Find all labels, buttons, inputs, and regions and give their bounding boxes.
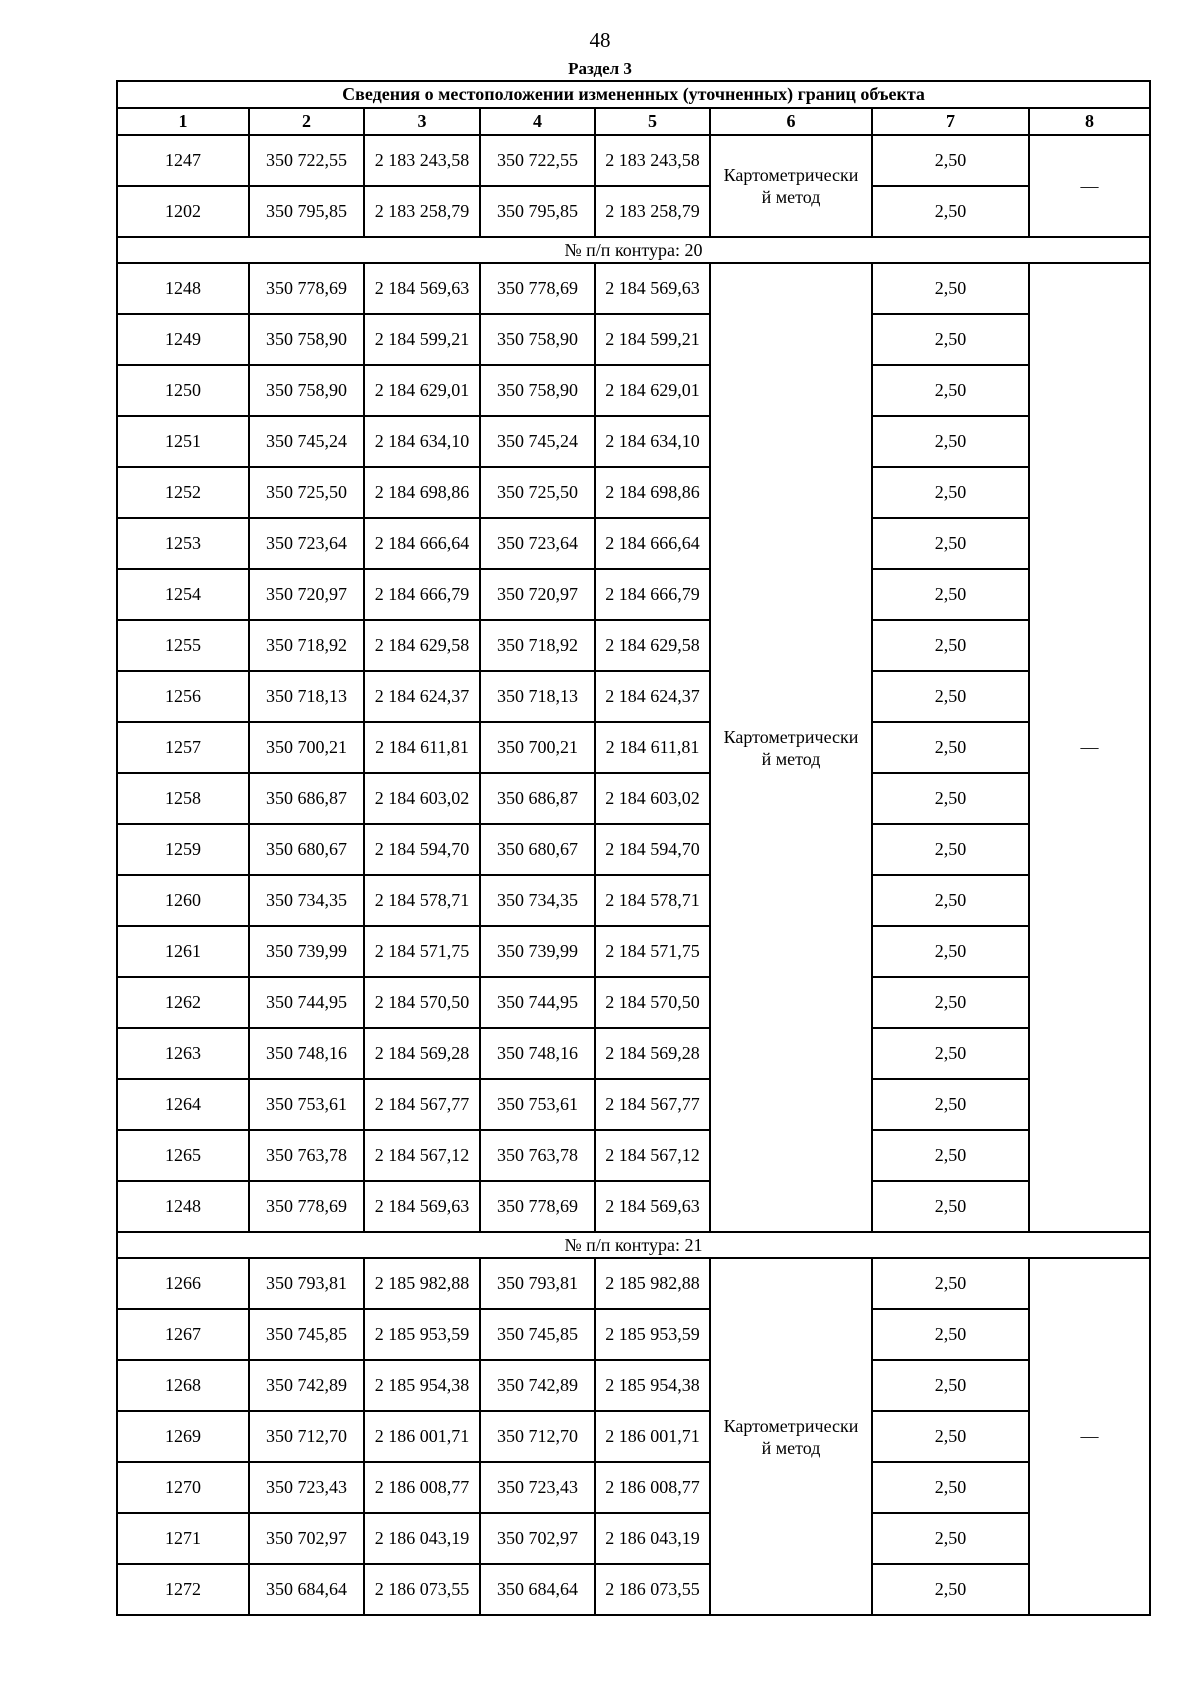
table-cell: 2 184 629,01 <box>595 365 710 416</box>
table-cell: 1268 <box>117 1360 249 1411</box>
table-cell: 1248 <box>117 1181 249 1232</box>
table-row <box>117 135 1150 186</box>
table-cell: 2 184 594,70 <box>364 824 480 875</box>
table-cell: 2,50 <box>872 1130 1029 1181</box>
table-cell: 2 186 073,55 <box>595 1564 710 1615</box>
table-cell: 1258 <box>117 773 249 824</box>
table-cell: 2,50 <box>872 1309 1029 1360</box>
table-cell: 350 778,69 <box>480 263 595 314</box>
table-cell: 2,50 <box>872 1028 1029 1079</box>
table-cell: 350 712,70 <box>480 1411 595 1462</box>
table-row <box>117 722 1150 773</box>
table-cell: 350 795,85 <box>480 186 595 237</box>
table-cell: 350 680,67 <box>480 824 595 875</box>
column-number: 7 <box>872 108 1029 135</box>
table-cell: 1265 <box>117 1130 249 1181</box>
method-text-line: Картометрически <box>723 726 859 747</box>
method-text-line: й метод <box>761 187 821 207</box>
table-cell: 2,50 <box>872 1360 1029 1411</box>
table-cell: 2 183 258,79 <box>595 186 710 237</box>
column-number: 5 <box>595 108 710 135</box>
table-cell: 350 739,99 <box>480 926 595 977</box>
table-row <box>117 1513 1150 1564</box>
table-cell: 2 185 954,38 <box>595 1360 710 1411</box>
table-cell: 2 184 629,01 <box>364 365 480 416</box>
table-cell: 2 184 698,86 <box>595 467 710 518</box>
table-cell: 2,50 <box>872 263 1029 314</box>
table-cell: 2 185 954,38 <box>364 1360 480 1411</box>
table-cell: 2 184 594,70 <box>595 824 710 875</box>
method-cell <box>710 1258 872 1615</box>
table-cell: 2,50 <box>872 1513 1029 1564</box>
table-cell: 1263 <box>117 1028 249 1079</box>
column-number: 2 <box>249 108 364 135</box>
table-cell: 2 184 578,71 <box>364 875 480 926</box>
method-cell <box>710 263 872 1232</box>
table-row <box>117 569 1150 620</box>
table-cell: 2 184 666,64 <box>364 518 480 569</box>
table-cell: 350 739,99 <box>249 926 364 977</box>
table-row <box>117 1079 1150 1130</box>
table-cell: 2,50 <box>872 671 1029 722</box>
table-cell: 2,50 <box>872 875 1029 926</box>
table-cell: 350 718,92 <box>249 620 364 671</box>
column-number: 1 <box>117 108 249 135</box>
table-cell: 1256 <box>117 671 249 722</box>
table-cell: 2,50 <box>872 1564 1029 1615</box>
table-cell: 350 725,50 <box>480 467 595 518</box>
table-cell: 2 185 953,59 <box>595 1309 710 1360</box>
table-cell: 2,50 <box>872 135 1029 186</box>
table-row <box>117 620 1150 671</box>
table-cell: 350 793,81 <box>480 1258 595 1309</box>
table-cell: 350 763,78 <box>480 1130 595 1181</box>
table-cell: 2 184 611,81 <box>364 722 480 773</box>
table-cell: 350 753,61 <box>249 1079 364 1130</box>
column-number: 4 <box>480 108 595 135</box>
table-row <box>117 263 1150 314</box>
table-cell: 2,50 <box>872 824 1029 875</box>
table-cell: 2,50 <box>872 416 1029 467</box>
column-number: 6 <box>710 108 872 135</box>
table-cell: 350 700,21 <box>249 722 364 773</box>
table-row <box>117 467 1150 518</box>
table-cell: 2,50 <box>872 1411 1029 1462</box>
method-cell <box>710 135 872 237</box>
table-cell: 1250 <box>117 365 249 416</box>
table-cell: 350 684,64 <box>249 1564 364 1615</box>
table-cell: 2,50 <box>872 722 1029 773</box>
table-cell: 350 702,97 <box>480 1513 595 1564</box>
table-cell: 2 184 567,77 <box>364 1079 480 1130</box>
table-cell: 350 745,24 <box>249 416 364 467</box>
table-cell: 350 686,87 <box>249 773 364 824</box>
table-cell: 2 184 611,81 <box>595 722 710 773</box>
table-cell: 2 183 243,58 <box>364 135 480 186</box>
section-heading: Раздел 3 <box>568 59 632 78</box>
table-row <box>117 977 1150 1028</box>
table-cell: 2 184 567,12 <box>364 1130 480 1181</box>
table-cell: 350 734,35 <box>480 875 595 926</box>
table-row <box>117 1411 1150 1462</box>
table-cell: 350 718,92 <box>480 620 595 671</box>
table-row <box>117 416 1150 467</box>
table-cell: 2 184 629,58 <box>595 620 710 671</box>
table-cell: 350 778,69 <box>249 263 364 314</box>
table-cell: 2 184 569,63 <box>595 1181 710 1232</box>
table-row <box>117 1564 1150 1615</box>
table-cell: 1267 <box>117 1309 249 1360</box>
table-cell: 350 745,85 <box>480 1309 595 1360</box>
contour-label: № п/п контура: 20 <box>117 237 1150 263</box>
table-cell: 1247 <box>117 135 249 186</box>
table-cell: 2 185 982,88 <box>364 1258 480 1309</box>
table-row <box>117 186 1150 237</box>
table-cell: 350 778,69 <box>480 1181 595 1232</box>
table-cell: 2,50 <box>872 773 1029 824</box>
page-number: 48 <box>589 28 611 52</box>
table-cell: 350 763,78 <box>249 1130 364 1181</box>
table-cell: 1264 <box>117 1079 249 1130</box>
table-cell: 2 184 603,02 <box>364 773 480 824</box>
table-cell: 2 184 569,28 <box>364 1028 480 1079</box>
table-cell: 2 184 578,71 <box>595 875 710 926</box>
table-cell: 350 720,97 <box>480 569 595 620</box>
table-cell: 350 758,90 <box>480 365 595 416</box>
table-cell: 2 184 624,37 <box>364 671 480 722</box>
contour-header-row <box>117 1232 1150 1258</box>
table-cell: 350 702,97 <box>249 1513 364 1564</box>
boundary-coordinates-table <box>116 80 1151 1616</box>
table-cell: 1253 <box>117 518 249 569</box>
table-cell: 350 686,87 <box>480 773 595 824</box>
table-row <box>117 314 1150 365</box>
table-cell: 2,50 <box>872 314 1029 365</box>
table-cell: 2,50 <box>872 1462 1029 1513</box>
table-cell: 350 680,67 <box>249 824 364 875</box>
table-cell: 350 725,50 <box>249 467 364 518</box>
table-cell: 350 744,95 <box>480 977 595 1028</box>
table-row <box>117 1462 1150 1513</box>
table-cell: 350 753,61 <box>480 1079 595 1130</box>
table-cell: 2 184 569,28 <box>595 1028 710 1079</box>
method-text-line: Картометрически <box>723 165 859 185</box>
table-cell: 1262 <box>117 977 249 1028</box>
method-text-line: й метод <box>761 1437 821 1458</box>
table-cell: 1269 <box>117 1411 249 1462</box>
table-cell: 1259 <box>117 824 249 875</box>
table-cell: 2 184 569,63 <box>364 263 480 314</box>
table-row <box>117 1258 1150 1309</box>
table-row <box>117 824 1150 875</box>
table-row <box>117 1028 1150 1079</box>
table-cell: 2,50 <box>872 186 1029 237</box>
table-cell: 2,50 <box>872 518 1029 569</box>
table-cell: 2,50 <box>872 977 1029 1028</box>
table-cell: 350 795,85 <box>249 186 364 237</box>
table-caption-row <box>117 81 1150 108</box>
table-cell: 2,50 <box>872 1181 1029 1232</box>
table-cell: 2 184 570,50 <box>364 977 480 1028</box>
contour-label: № п/п контура: 21 <box>117 1232 1150 1258</box>
col8-dash-cell: — <box>1029 263 1150 1232</box>
table-cell: 2 184 634,10 <box>364 416 480 467</box>
table-cell: 1260 <box>117 875 249 926</box>
table-cell: 2 184 570,50 <box>595 977 710 1028</box>
method-text-line: й метод <box>761 748 821 769</box>
table-cell: 350 758,90 <box>480 314 595 365</box>
table-cell: 2 184 634,10 <box>595 416 710 467</box>
table-cell: 350 718,13 <box>480 671 595 722</box>
table-cell: 1270 <box>117 1462 249 1513</box>
table-cell: 350 742,89 <box>480 1360 595 1411</box>
table-cell: 2,50 <box>872 926 1029 977</box>
table-cell: 350 723,43 <box>480 1462 595 1513</box>
table-cell: 350 722,55 <box>480 135 595 186</box>
table-row <box>117 518 1150 569</box>
table-cell: 2 184 567,77 <box>595 1079 710 1130</box>
table-row <box>117 926 1150 977</box>
table-cell: 2 184 569,63 <box>364 1181 480 1232</box>
table-cell: 350 793,81 <box>249 1258 364 1309</box>
table-cell: 1202 <box>117 186 249 237</box>
table-cell: 2 184 603,02 <box>595 773 710 824</box>
table-cell: 2 186 008,77 <box>364 1462 480 1513</box>
table-cell: 2 186 073,55 <box>364 1564 480 1615</box>
table-cell: 2 183 243,58 <box>595 135 710 186</box>
table-cell: 350 758,90 <box>249 365 364 416</box>
table-cell: 2 185 982,88 <box>595 1258 710 1309</box>
table-row <box>117 365 1150 416</box>
table-cell: 2 186 043,19 <box>364 1513 480 1564</box>
table-cell: 2 184 571,75 <box>595 926 710 977</box>
table-cell: 1257 <box>117 722 249 773</box>
table-cell: 1261 <box>117 926 249 977</box>
method-text-line: Картометрически <box>723 1415 859 1436</box>
table-cell: 350 718,13 <box>249 671 364 722</box>
table-cell: 350 723,64 <box>249 518 364 569</box>
table-cell: 2,50 <box>872 365 1029 416</box>
table-row <box>117 1360 1150 1411</box>
table-cell: 2 186 001,71 <box>364 1411 480 1462</box>
table-cell: 2 186 043,19 <box>595 1513 710 1564</box>
table-cell: 350 734,35 <box>249 875 364 926</box>
column-number: 8 <box>1029 108 1150 135</box>
table-cell: 350 745,85 <box>249 1309 364 1360</box>
table-cell: 350 748,16 <box>480 1028 595 1079</box>
table-row <box>117 671 1150 722</box>
table-cell: 350 723,64 <box>480 518 595 569</box>
table-cell: 2 184 599,21 <box>595 314 710 365</box>
table-row <box>117 1309 1150 1360</box>
table-cell: 2 184 571,75 <box>364 926 480 977</box>
col8-dash-cell: — <box>1029 135 1150 237</box>
table-cell: 2,50 <box>872 1258 1029 1309</box>
column-number: 3 <box>364 108 480 135</box>
table-cell: 350 712,70 <box>249 1411 364 1462</box>
table-cell: 1249 <box>117 314 249 365</box>
table-cell: 350 758,90 <box>249 314 364 365</box>
table-row <box>117 1130 1150 1181</box>
table-cell: 2 184 624,37 <box>595 671 710 722</box>
table-cell: 1251 <box>117 416 249 467</box>
table-cell: 2 186 008,77 <box>595 1462 710 1513</box>
table-cell: 2,50 <box>872 569 1029 620</box>
col8-dash-cell: — <box>1029 1258 1150 1615</box>
table-cell: 2 184 666,79 <box>364 569 480 620</box>
table-cell: 350 723,43 <box>249 1462 364 1513</box>
table-row <box>117 773 1150 824</box>
table-cell: 2 185 953,59 <box>364 1309 480 1360</box>
table-cell: 2 184 567,12 <box>595 1130 710 1181</box>
table-cell: 1254 <box>117 569 249 620</box>
table-cell: 2 186 001,71 <box>595 1411 710 1462</box>
table-title: Сведения о местоположении измененных (уточненных) границ объекта <box>117 81 1150 108</box>
table-cell: 350 722,55 <box>249 135 364 186</box>
table-cell: 1255 <box>117 620 249 671</box>
table-row <box>117 875 1150 926</box>
table-cell: 2,50 <box>872 467 1029 518</box>
column-number-row <box>117 108 1150 135</box>
table-cell: 1266 <box>117 1258 249 1309</box>
table-cell: 350 700,21 <box>480 722 595 773</box>
table-cell: 2 184 666,64 <box>595 518 710 569</box>
table-cell: 2 184 666,79 <box>595 569 710 620</box>
table-cell: 350 745,24 <box>480 416 595 467</box>
table-cell: 2 184 698,86 <box>364 467 480 518</box>
table-cell: 1272 <box>117 1564 249 1615</box>
table-cell: 350 778,69 <box>249 1181 364 1232</box>
table-cell: 2,50 <box>872 620 1029 671</box>
table-cell: 350 742,89 <box>249 1360 364 1411</box>
table-cell: 350 744,95 <box>249 977 364 1028</box>
table-cell: 350 748,16 <box>249 1028 364 1079</box>
table-cell: 350 720,97 <box>249 569 364 620</box>
table-cell: 2 183 258,79 <box>364 186 480 237</box>
table-cell: 2 184 569,63 <box>595 263 710 314</box>
table-cell: 1248 <box>117 263 249 314</box>
table-row <box>117 1181 1150 1232</box>
contour-header-row <box>117 237 1150 263</box>
table-cell: 2 184 599,21 <box>364 314 480 365</box>
table-cell: 350 684,64 <box>480 1564 595 1615</box>
table-cell: 1271 <box>117 1513 249 1564</box>
table-cell: 1252 <box>117 467 249 518</box>
table-cell: 2 184 629,58 <box>364 620 480 671</box>
table-cell: 2,50 <box>872 1079 1029 1130</box>
